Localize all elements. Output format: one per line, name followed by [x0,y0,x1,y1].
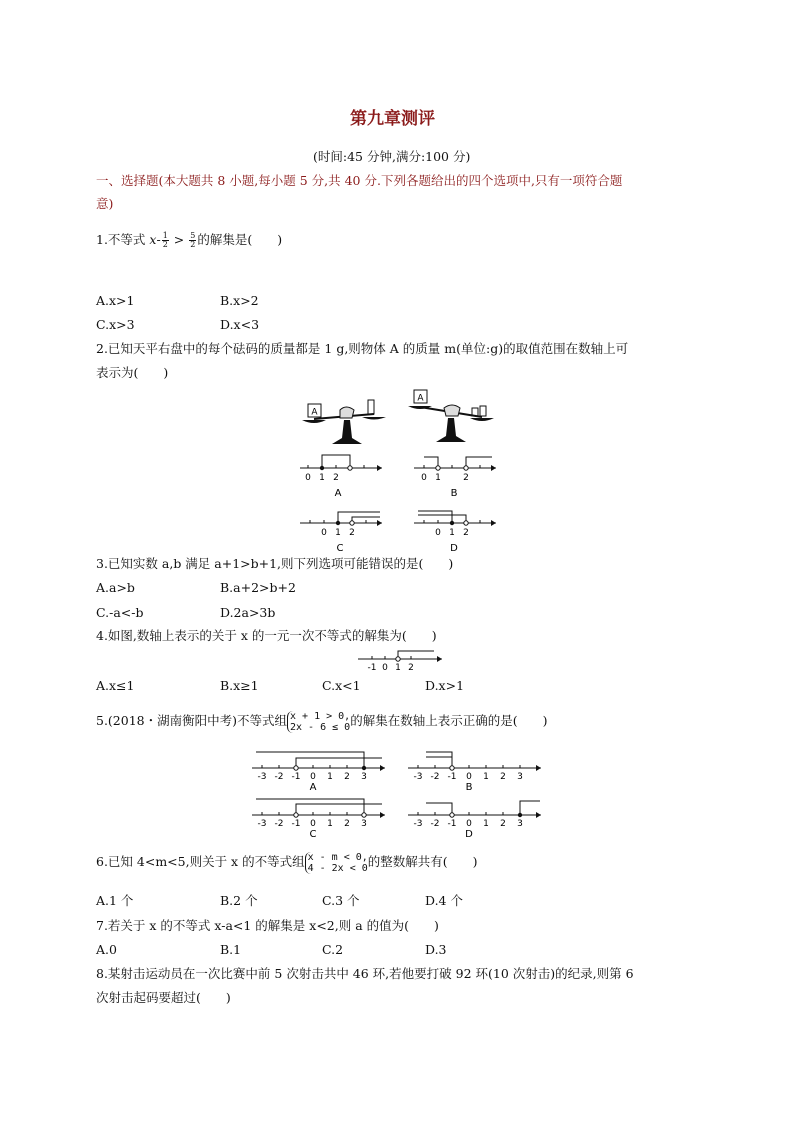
question-5: 5.(2018・湖南衡阳中考)不等式组 x + 1 > 0, 2x - 6 ≤ 0 的解集在数轴上表示正确的是( ) [96,710,548,733]
figure-label: A [309,782,317,793]
tick-label: 2 [463,473,469,483]
inequality-system: x + 1 > 0, 2x - 6 ≤ 0 [287,711,350,733]
number-line-option-d[interactable] [408,795,543,840]
tick-label: -1 [291,819,301,829]
option-b[interactable]: B.1 [220,942,242,957]
tick-label: 0 [466,819,472,829]
section-heading-cont: 意) [96,196,114,211]
tick-label: -3 [257,772,267,782]
question-2: 2.已知天平右盘中的每个砝码的质量都是 1 g,则物体 A 的质量 m(单位:g)的取值范围在数轴上可 [96,341,629,356]
exam-info: (时间:45 分钟,满分:100 分) [313,149,471,164]
weight-box-label: A [417,393,424,404]
number-line-option-c[interactable] [252,795,387,840]
tick-label: 0 [382,663,388,673]
tick-label: -1 [447,819,457,829]
option-d[interactable]: D.x<3 [220,317,260,332]
tick-label: -3 [413,772,423,782]
option-b[interactable]: B.a+2>b+2 [220,580,296,595]
tick-label: 3 [361,819,367,829]
tick-label: 1 [327,772,333,782]
option-c[interactable]: C.2 [322,942,344,957]
question-6: 6.已知 4<m<5,则关于 x 的不等式组 x - m < 0, 4 - 2x < 0 的整数解共有( ) [96,851,478,874]
figure-label: C [309,829,317,840]
number-line-option-a[interactable] [300,453,384,499]
option-b[interactable]: B.2 个 [220,893,258,908]
option-d[interactable]: D.x>1 [425,678,465,693]
tick-label: -2 [274,772,284,782]
figure-label: A [334,488,342,499]
tick-label: 2 [500,819,506,829]
option-c[interactable]: C.x>3 [96,317,135,332]
tick-label: 0 [421,473,427,483]
number-line-option-b[interactable] [408,748,543,793]
tick-label: 0 [321,528,327,538]
tick-label: 2 [333,473,339,483]
fraction: $\frac{1}{2}$ [162,231,168,249]
figure-label: B [465,782,473,793]
question-8-cont: 次射击起码要超过( ) [96,990,231,1005]
tick-label: 1 [395,663,401,673]
number-line-figure [358,647,444,673]
option-a[interactable]: A.a>b [96,580,135,595]
option-b[interactable]: B.x≥1 [220,678,259,693]
question-7: 7.若关于 x 的不等式 x-a<1 的解集是 x<2,则 a 的值为( ) [96,918,439,933]
tick-label: -1 [367,663,377,673]
number-line-option-d[interactable] [414,506,498,552]
question-8: 8.某射击运动员在一次比赛中前 5 次射击共中 46 环,若他要打破 92 环(10 次射击)的纪录,则第 6 [96,966,634,981]
tick-label: -3 [413,819,423,829]
tick-label: 0 [310,819,316,829]
inequality-system: x - m < 0, 4 - 2x < 0 [305,852,368,874]
figure-label: D [450,543,458,554]
tick-label: 3 [517,819,523,829]
tick-label: 1 [335,528,341,538]
tick-label: 2 [344,772,350,782]
number-line-option-a[interactable] [252,748,387,793]
tick-label: -1 [447,772,457,782]
question-3: 3.已知实数 a,b 满足 a+1>b+1,则下列选项可能错误的是( ) [96,556,454,571]
option-a[interactable]: A.0 [96,942,117,957]
tick-label: 0 [435,528,441,538]
tick-label: 0 [466,772,472,782]
tick-label: 2 [344,819,350,829]
question-4: 4.如图,数轴上表示的关于 x 的一元一次不等式的解集为( ) [96,628,437,643]
tick-label: 3 [517,772,523,782]
tick-label: 2 [500,772,506,782]
tick-label: 1 [319,473,325,483]
tick-label: 1 [483,772,489,782]
tick-label: 1 [435,473,441,483]
page-title: 第九章测评 [350,109,435,129]
figure-label: D [465,829,473,840]
option-c[interactable]: C.x<1 [322,678,361,693]
tick-label: 2 [408,663,414,673]
tick-label: -2 [430,819,440,829]
tick-label: 0 [305,473,311,483]
balance-scale-figure [408,388,498,450]
tick-label: 0 [310,772,316,782]
option-c[interactable]: C.3 个 [322,893,360,908]
option-b[interactable]: B.x>2 [220,293,259,308]
number-line-option-b[interactable] [414,453,498,499]
option-d[interactable]: D.2a>3b [220,605,276,620]
tick-label: 2 [463,528,469,538]
option-a[interactable]: A.x>1 [96,293,135,308]
option-a[interactable]: A.x≤1 [96,678,135,693]
tick-label: -2 [274,819,284,829]
option-c[interactable]: C.-a<-b [96,605,144,620]
figure-label: C [336,543,344,554]
tick-label: -3 [257,819,267,829]
option-d[interactable]: D.4 个 [425,893,463,908]
tick-label: 1 [449,528,455,538]
number-line-option-c[interactable] [300,506,384,552]
figure-label: B [450,488,458,499]
question-1: 1.不等式 x- $\frac{1}{2}$ > $\frac{5}{2}$ 的解集是( ) [96,231,283,249]
tick-label: -1 [291,772,301,782]
balance-scale-figure [300,390,390,452]
fraction: $\frac{5}{2}$ [190,231,196,249]
tick-label: 3 [361,772,367,782]
tick-label: -2 [430,772,440,782]
option-d[interactable]: D.3 [425,942,447,957]
section-heading: 一、选择题(本大题共 8 小题,每小题 5 分,共 40 分.下列各题给出的四个选项中,只有一项符合题 [96,173,623,188]
weight-box-label: A [311,407,318,418]
option-a[interactable]: A.1 个 [96,893,134,908]
tick-label: 1 [327,819,333,829]
question-2-cont: 表示为( ) [96,365,169,380]
tick-label: 2 [349,528,355,538]
tick-label: 1 [483,819,489,829]
